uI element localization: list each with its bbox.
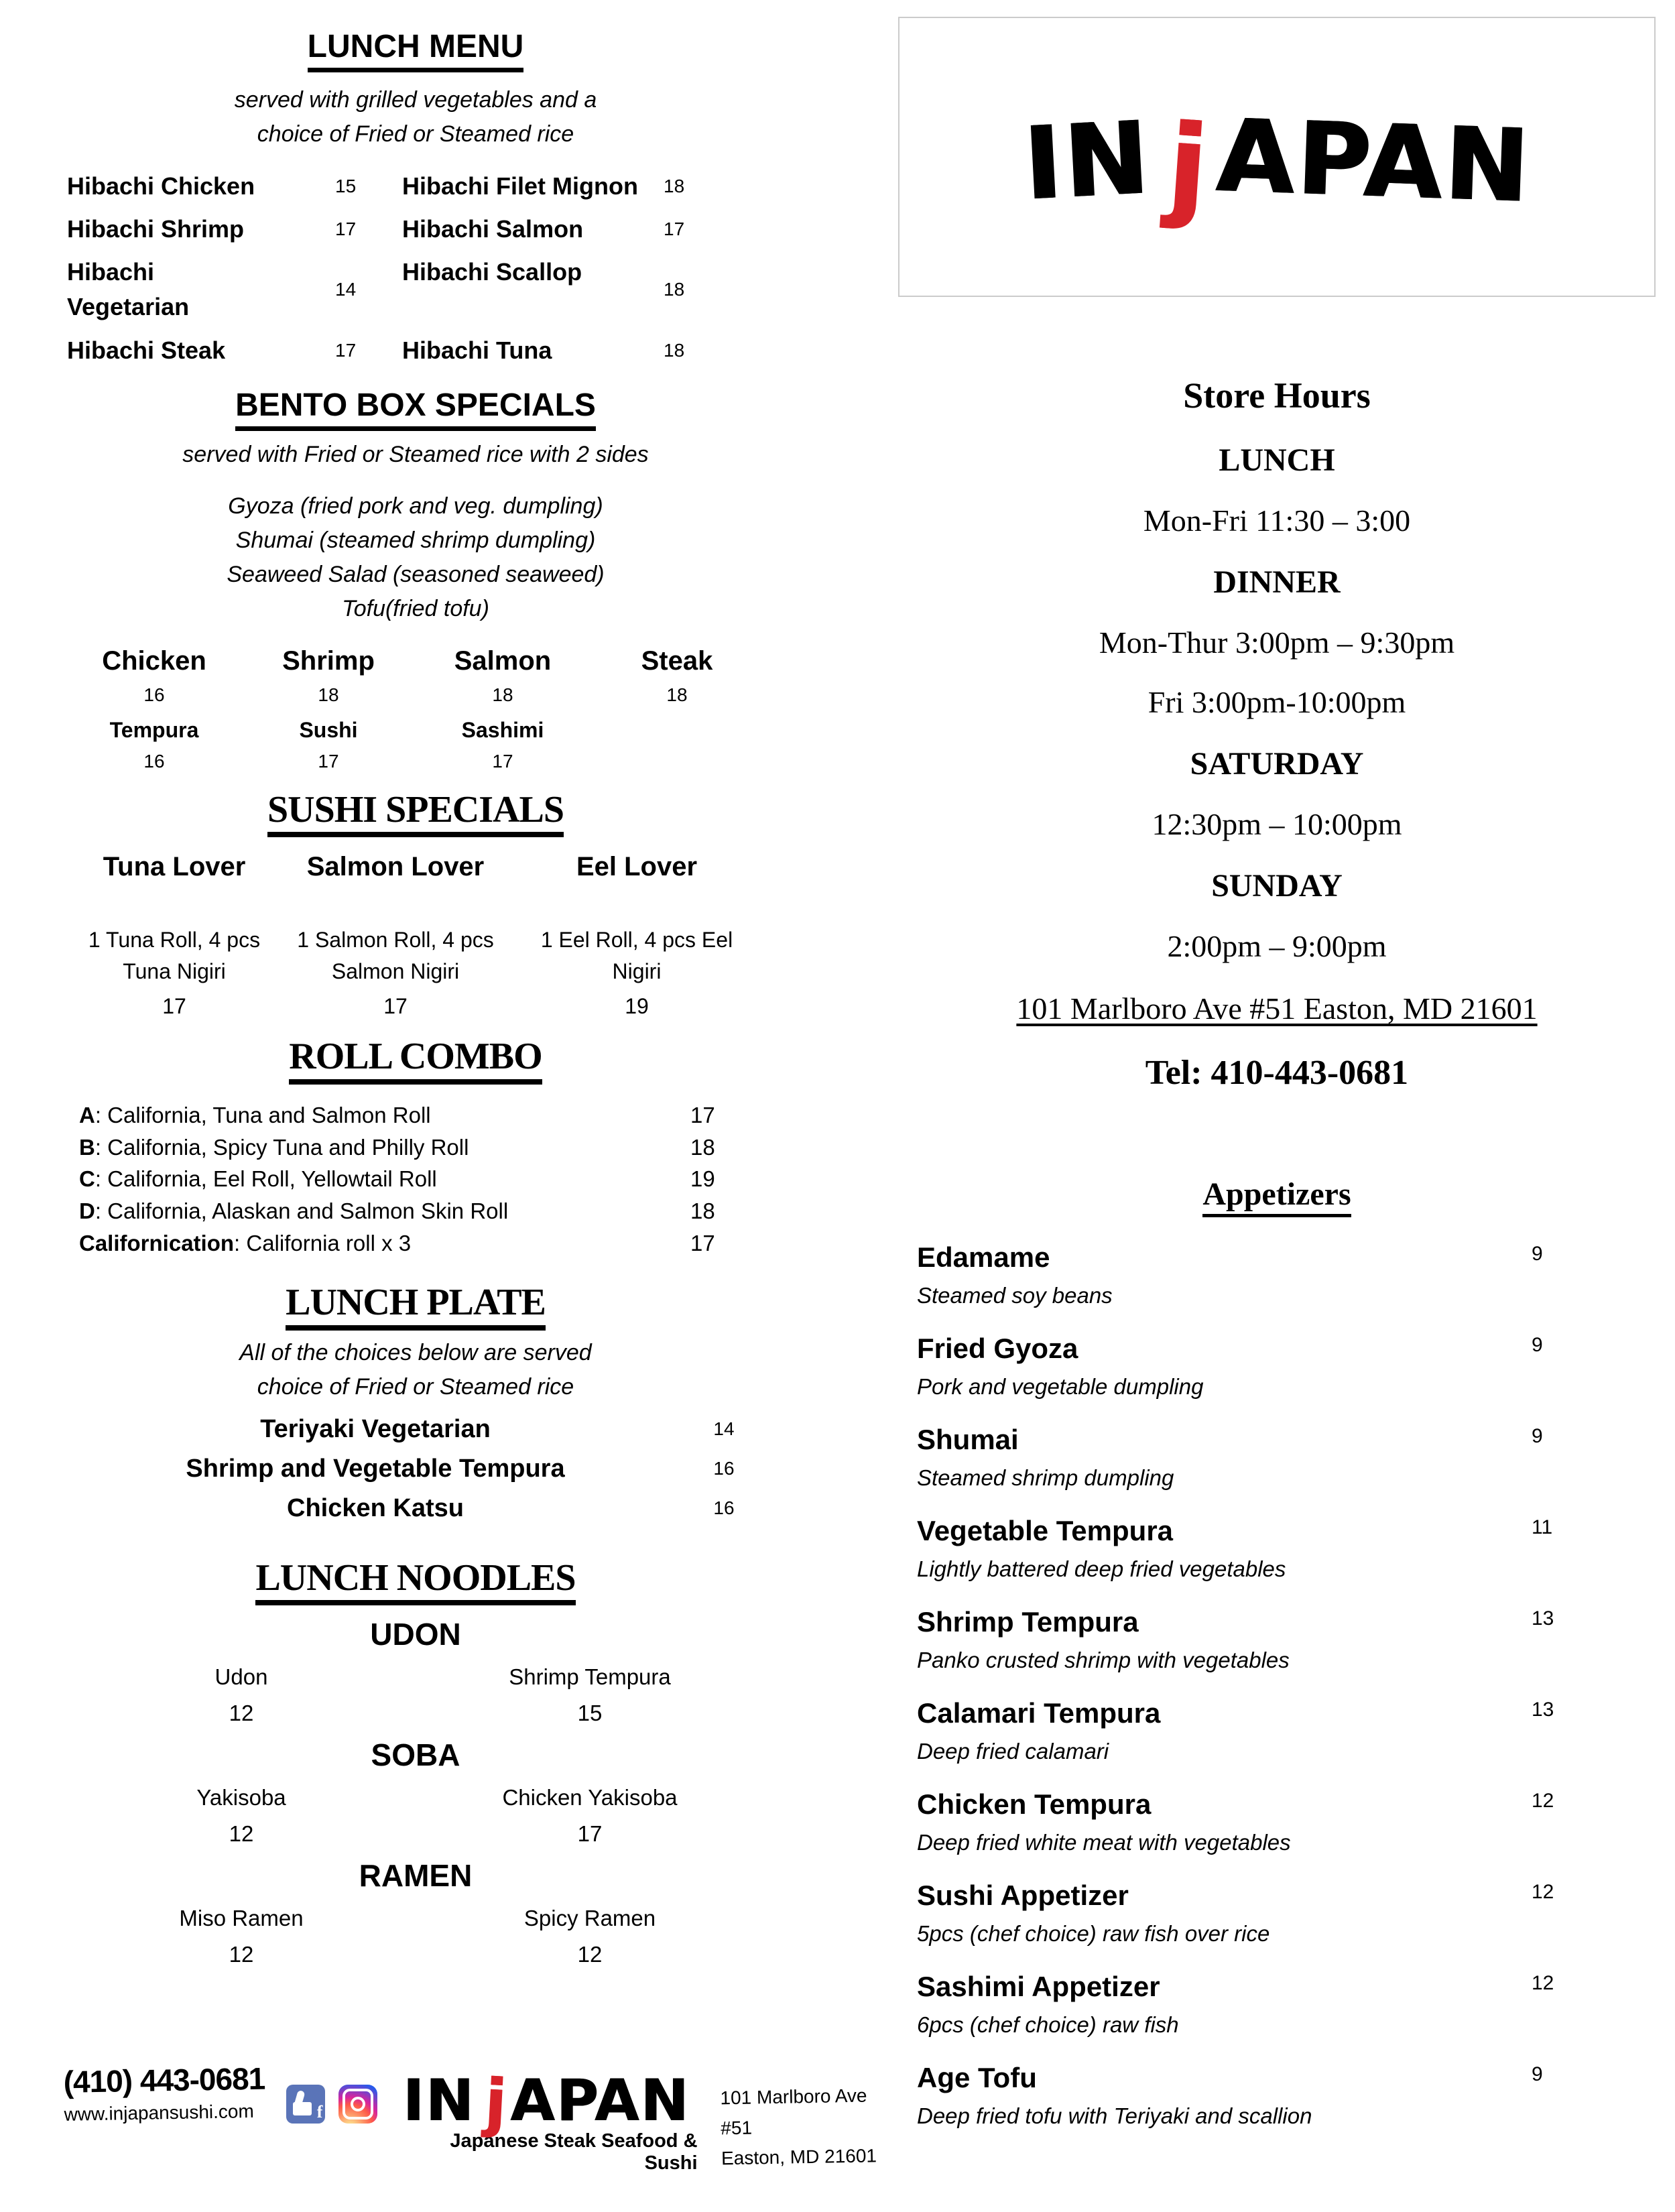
menu-item-name: Miso Ramen	[179, 1906, 304, 1931]
menu-item	[898, 1333, 1656, 1400]
menu-item-price: 18	[664, 339, 685, 361]
hours-header-saturday: SATURDAY	[1190, 746, 1364, 782]
menu-item-price: 18	[664, 279, 685, 300]
sushi-specials-title: SUSHI SPECIALS	[267, 790, 564, 838]
roll-description: : California, Alaskan and Salmon Skin Roll	[95, 1199, 509, 1224]
appetizers-section	[898, 1176, 1656, 2129]
menu-item-row	[917, 1333, 1656, 1365]
menu-item-name	[67, 169, 335, 204]
menu-item-description: Deep fried white meat with vegetables	[917, 1830, 1291, 1855]
bento-section	[67, 388, 764, 772]
lunch-noodles-section	[67, 1558, 764, 1968]
roll-label: A	[79, 1102, 95, 1127]
appetizers-list	[898, 1241, 1656, 2129]
menu-item	[79, 1099, 764, 1131]
menu-item-description-text: 1 Tuna Roll, 4 pcs Tuna Nigiri	[88, 928, 261, 983]
footer	[64, 2062, 902, 2174]
menu-item	[67, 1664, 416, 1726]
menu-item-price: 12	[577, 1942, 603, 1967]
menu-item	[79, 1227, 764, 1259]
menu-item-name	[67, 849, 282, 924]
menu-item	[67, 849, 282, 1019]
menu-item-name	[402, 333, 664, 368]
menu-item	[898, 1971, 1656, 2038]
menu-item-price: 17	[162, 994, 186, 1019]
roll-label: C	[79, 1166, 95, 1192]
roll-description: : California, Spicy Tuna and Philly Roll	[95, 1134, 469, 1160]
menu-item-description-text: 1 Salmon Roll, 4 pcs Salmon Nigiri	[297, 928, 494, 983]
roll-combo-section	[67, 1036, 764, 1259]
menu-item	[416, 1785, 764, 1847]
bento-mains	[67, 646, 764, 706]
menu-item-name: Shrimp Tempura	[509, 1664, 671, 1690]
menu-item-price: 17	[335, 339, 357, 361]
menu-item-name	[67, 333, 335, 368]
roll-label: B	[79, 1134, 95, 1160]
menu-item-row	[917, 1241, 1656, 1274]
menu-item-name: Vegetable Tempura	[917, 1515, 1174, 1546]
menu-item	[898, 1606, 1656, 1673]
roll-description: : California, Tuna and Salmon Roll	[95, 1102, 431, 1127]
menu-item-price: 12	[1532, 1790, 1554, 1812]
menu-item-description: 6pcs (chef choice) raw fish	[917, 2012, 1179, 2037]
noodle-group-header: RAMEN	[359, 1858, 473, 1894]
menu-item-name-text: Hibachi Vegetarian	[67, 258, 190, 321]
roll-description: : California roll x 3	[234, 1231, 412, 1256]
menu-item-name	[79, 1227, 690, 1259]
menu-item-name: Steak	[641, 646, 713, 676]
menu-item-description: Lightly battered deep fried vegetables	[917, 1556, 1286, 1581]
menu-item-price: 12	[1532, 1972, 1554, 1994]
footer-website: www.injapansushi.com	[64, 2100, 255, 2125]
store-address: 101 Marlboro Ave #51 Easton, MD 21601	[1016, 991, 1538, 1026]
menu-item-price: 19	[625, 994, 649, 1019]
menu-item-row	[917, 1697, 1656, 1729]
lunch-plate-section	[67, 1282, 764, 1523]
menu-item	[67, 1494, 764, 1523]
menu-item-price: 11	[1532, 1516, 1553, 1538]
menu-item-name-text: Eel Lover	[576, 852, 698, 882]
menu-item-price: 9	[1532, 1334, 1543, 1356]
logo-text-apan: APAN	[510, 2067, 690, 2134]
bento-subtitle: served with Fried or Steamed rice with 2 sides	[182, 441, 649, 467]
menu-item-description: Deep fried calamari	[917, 1739, 1109, 1764]
menu-item-price: 9	[1532, 2063, 1543, 2085]
bento-side: Tofu(fried tofu)	[342, 595, 489, 621]
menu-item-name	[509, 849, 764, 924]
injapan-logo	[1020, 91, 1533, 233]
hours-line: Mon-Fri 11:30 – 3:00	[1143, 503, 1411, 538]
bento-side: Seaweed Salad (seasoned seaweed)	[227, 561, 605, 587]
menu-item	[282, 849, 509, 1019]
menu-item	[509, 849, 764, 1019]
hours-line: Mon-Thur 3:00pm – 9:30pm	[1099, 625, 1455, 660]
menu-item-price: 13	[1532, 1699, 1554, 1721]
noodle-group-grid	[67, 1785, 764, 1847]
menu-item-name-text: Hibachi Steak	[67, 336, 226, 364]
menu-item-name-text: Hibachi Scallop	[402, 258, 582, 286]
menu-item-price: 18	[690, 1199, 715, 1224]
menu-item-price: 16	[713, 1458, 735, 1479]
menu-item-name	[79, 1131, 690, 1164]
menu-item-description: 5pcs (chef choice) raw fish over rice	[917, 1921, 1270, 1946]
lunch-menu-section	[67, 29, 764, 151]
store-hours-title: Store Hours	[1183, 375, 1371, 416]
menu-item-name: Shumai	[917, 1424, 1019, 1455]
menu-item-description: Pork and vegetable dumpling	[917, 1374, 1204, 1399]
bento-title: BENTO BOX SPECIALS	[235, 388, 596, 431]
menu-item	[241, 646, 416, 706]
right-column	[898, 17, 1656, 2129]
menu-item	[67, 1785, 416, 1847]
noodle-group-grid	[67, 1906, 764, 1967]
menu-item-row	[917, 1971, 1656, 2003]
menu-item	[241, 718, 416, 772]
menu-item-name: Sushi	[299, 717, 358, 742]
menu-item-price: 18	[664, 175, 685, 196]
injapan-logo-box	[898, 17, 1656, 297]
menu-item-row	[917, 1606, 1656, 1638]
menu-item-name	[79, 1163, 690, 1195]
menu-item-description: Steamed shrimp dumpling	[917, 1465, 1174, 1490]
menu-item-price: 12	[229, 1821, 254, 1847]
menu-item-name: Spicy Ramen	[523, 1906, 656, 1931]
menu-item-price: 12	[229, 1942, 254, 1967]
menu-item-name	[79, 1099, 690, 1131]
logo-text-apan: APAN	[1213, 97, 1533, 226]
menu-item	[898, 2062, 1656, 2129]
menu-item-price: 9	[1532, 1243, 1543, 1265]
menu-item-price: 17	[577, 1821, 603, 1847]
noodle-group-grid	[67, 1664, 764, 1726]
menu-item-row	[917, 1424, 1656, 1456]
bento-extras	[67, 718, 764, 772]
menu-item-price: 15	[335, 175, 357, 196]
menu-item-price: 17	[690, 1231, 715, 1256]
menu-item-name-text: Hibachi Shrimp	[67, 214, 245, 243]
menu-item-name	[79, 1195, 690, 1227]
instagram-icon	[338, 2085, 377, 2124]
menu-item-price: 17	[318, 750, 339, 772]
logo-text-in: IN	[402, 2067, 475, 2134]
roll-combo-title: ROLL COMBO	[289, 1036, 542, 1085]
lunch-noodles-title: LUNCH NOODLES	[255, 1558, 575, 1606]
menu-item-price: 13	[1532, 1607, 1554, 1630]
menu-item-name: Shrimp	[282, 646, 375, 676]
menu-item-price: 12	[229, 1701, 254, 1726]
menu-item-price: 18	[690, 1134, 715, 1160]
store-telephone: Tel: 410-443-0681	[1145, 1054, 1409, 1092]
menu-item-description: Panko crusted shrimp with vegetables	[917, 1648, 1290, 1672]
menu-item	[67, 646, 241, 706]
menu-item-name-text: Hibachi Chicken	[67, 172, 255, 200]
store-hours-section	[898, 375, 1656, 1093]
logo-text-j: j	[482, 2065, 509, 2140]
menu-item-name: Chicken Katsu	[287, 1493, 464, 1522]
menu-item	[416, 1664, 764, 1726]
lunch-plate-title: LUNCH PLATE	[286, 1282, 546, 1331]
bento-sides	[67, 489, 764, 626]
menu-item-name: Sashimi	[461, 717, 544, 742]
menu-item-name-text: Tuna Lover	[103, 852, 246, 882]
injapan-logo	[395, 2062, 697, 2140]
lunch-plate-subtitle-line2: choice of Fried or Steamed rice	[257, 1373, 574, 1400]
menu-item	[898, 1241, 1656, 1308]
menu-item	[67, 1415, 764, 1444]
footer-address	[719, 2061, 902, 2174]
menu-item-price: 17	[690, 1102, 715, 1127]
roll-description: : California, Eel Roll, Yellowtail Roll	[95, 1166, 437, 1192]
menu-item	[898, 1424, 1656, 1491]
menu-item-name: Sashimi Appetizer	[917, 1971, 1160, 2002]
lunch-plate-subtitle-line1: All of the choices below are served	[239, 1339, 592, 1365]
menu-item-row	[917, 2062, 1656, 2094]
menu-item-price: 14	[713, 1418, 735, 1440]
hours-line: Fri 3:00pm-10:00pm	[1147, 685, 1406, 719]
lunch-menu-subtitle-line1: served with grilled vegetables and a	[234, 86, 597, 113]
menu-item	[67, 718, 241, 772]
menu-item-name: Sushi Appetizer	[917, 1880, 1129, 1911]
menu-item-name: Shrimp Tempura	[917, 1606, 1139, 1638]
logo-text-j: j	[1163, 99, 1214, 233]
appetizers-heading-wrap	[898, 1176, 1656, 1217]
facebook-icon	[286, 2085, 325, 2124]
lunch-plate-subtitle	[67, 1336, 764, 1404]
footer-tagline: Japanese Steak Seafood & Sushi	[450, 2130, 698, 2174]
menu-item-name-text: Salmon Lover	[306, 852, 485, 882]
menu-item-name	[67, 212, 335, 247]
lunch-menu-title: LUNCH MENU	[308, 29, 524, 72]
footer-logo-block	[395, 2062, 697, 2174]
menu-item-name: Shrimp and Vegetable Tempura	[186, 1454, 565, 1483]
noodle-group-header: UDON	[370, 1617, 461, 1652]
roll-label: D	[79, 1199, 95, 1224]
menu-item-price: 17	[383, 994, 408, 1019]
menu-item-name: Chicken	[102, 646, 206, 676]
menu-item-price: 17	[664, 219, 685, 240]
hours-line: 2:00pm – 9:00pm	[1167, 929, 1387, 963]
menu-item	[416, 1906, 764, 1967]
footer-address-line2: Easton, MD 21601	[721, 2144, 877, 2168]
menu-item-description	[67, 924, 282, 994]
logo-text-in: IN	[1020, 100, 1154, 223]
menu-item-name-text: Hibachi Tuna	[402, 336, 552, 364]
menu-item-price: 18	[318, 684, 339, 705]
footer-phone: (410) 443-0681	[63, 2061, 265, 2099]
menu-item-name	[282, 849, 509, 924]
menu-item	[79, 1163, 764, 1195]
footer-contact	[63, 2060, 283, 2126]
hours-header-dinner: DINNER	[1213, 564, 1341, 600]
lunch-plate-list	[67, 1415, 764, 1523]
menu-item	[898, 1515, 1656, 1582]
lunch-menu-subtitle-line2: choice of Fried or Steamed rice	[257, 121, 574, 147]
menu-item-name: Tempura	[109, 717, 199, 742]
menu-item-row	[917, 1788, 1656, 1821]
menu-item-price: 16	[143, 750, 165, 772]
hours-header-lunch: LUNCH	[1219, 442, 1335, 478]
menu-item	[590, 646, 764, 706]
menu-item-description-text: 1 Eel Roll, 4 pcs Eel Nigiri	[540, 928, 733, 983]
menu-item-name: Chicken Yakisoba	[502, 1785, 678, 1810]
menu-item	[898, 1697, 1656, 1764]
menu-item	[67, 1455, 764, 1483]
menu-item-price: 17	[335, 219, 357, 240]
menu-item-description: Deep fried tofu with Teriyaki and scallion	[917, 2103, 1312, 2128]
footer-address-line1: 101 Marlboro Ave #51	[719, 2085, 867, 2139]
menu-item	[898, 1880, 1656, 1947]
menu-item-name: Udon	[214, 1664, 268, 1690]
facebook-letter: f	[316, 2102, 323, 2122]
menu-item-name: Chicken Tempura	[917, 1788, 1152, 1820]
menu-item-name	[402, 169, 664, 204]
menu-item-price: 15	[577, 1701, 603, 1726]
menu-item-name-text: Hibachi Filet Mignon	[402, 172, 638, 200]
menu-item	[79, 1131, 764, 1164]
menu-item-name: Edamame	[917, 1241, 1050, 1273]
menu-item	[898, 1788, 1656, 1855]
menu-item-name: Age Tofu	[917, 2062, 1037, 2093]
menu-item-price: 16	[713, 1497, 735, 1519]
menu-item-name: Salmon	[454, 646, 552, 676]
menu-item-price: 16	[143, 684, 165, 705]
noodle-group-header: SOBA	[371, 1737, 460, 1773]
menu-item-name	[402, 212, 664, 247]
appetizers-title: Appetizers	[1202, 1176, 1351, 1217]
roll-label: Californication	[79, 1231, 235, 1256]
menu-item-name: Fried Gyoza	[917, 1333, 1078, 1364]
bento-side: Gyoza (fried pork and veg. dumpling)	[228, 493, 603, 519]
menu-item-price: 19	[690, 1166, 715, 1192]
menu-item	[79, 1195, 764, 1227]
menu-item-price: 12	[1532, 1881, 1554, 1903]
hibachi-grid	[67, 169, 764, 368]
menu-item-description	[282, 924, 509, 994]
menu-item	[416, 718, 590, 772]
lunch-menu-subtitle	[67, 83, 764, 151]
roll-combo-list	[67, 1099, 764, 1259]
hours-line: 12:30pm – 10:00pm	[1152, 807, 1402, 841]
menu-item-price: 18	[666, 684, 688, 705]
menu-item-row	[917, 1880, 1656, 1912]
menu-item-price: 9	[1532, 1425, 1543, 1447]
menu-item-row	[917, 1515, 1656, 1547]
menu-item-name: Calamari Tempura	[917, 1697, 1161, 1729]
menu-item-name-text: Hibachi Salmon	[402, 214, 584, 243]
hours-header-sunday: SUNDAY	[1211, 868, 1343, 904]
menu-item-name: Yakisoba	[196, 1785, 286, 1810]
menu-item-description	[509, 924, 764, 994]
menu-item-price: 17	[492, 750, 513, 772]
menu-item-name	[402, 255, 664, 324]
menu-item-price: 18	[492, 684, 513, 705]
menu-item-price: 14	[335, 279, 357, 300]
bento-side: Shumai (steamed shrimp dumpling)	[235, 527, 596, 553]
sushi-specials-grid	[67, 849, 764, 1019]
menu-item-name: Teriyaki Vegetarian	[260, 1414, 491, 1443]
menu-item-description: Steamed soy beans	[917, 1283, 1113, 1308]
menu-item	[67, 1906, 416, 1967]
menu-item	[416, 646, 590, 706]
sushi-specials-section	[67, 790, 764, 1020]
left-column	[67, 29, 764, 1967]
menu-item-name	[67, 255, 335, 324]
